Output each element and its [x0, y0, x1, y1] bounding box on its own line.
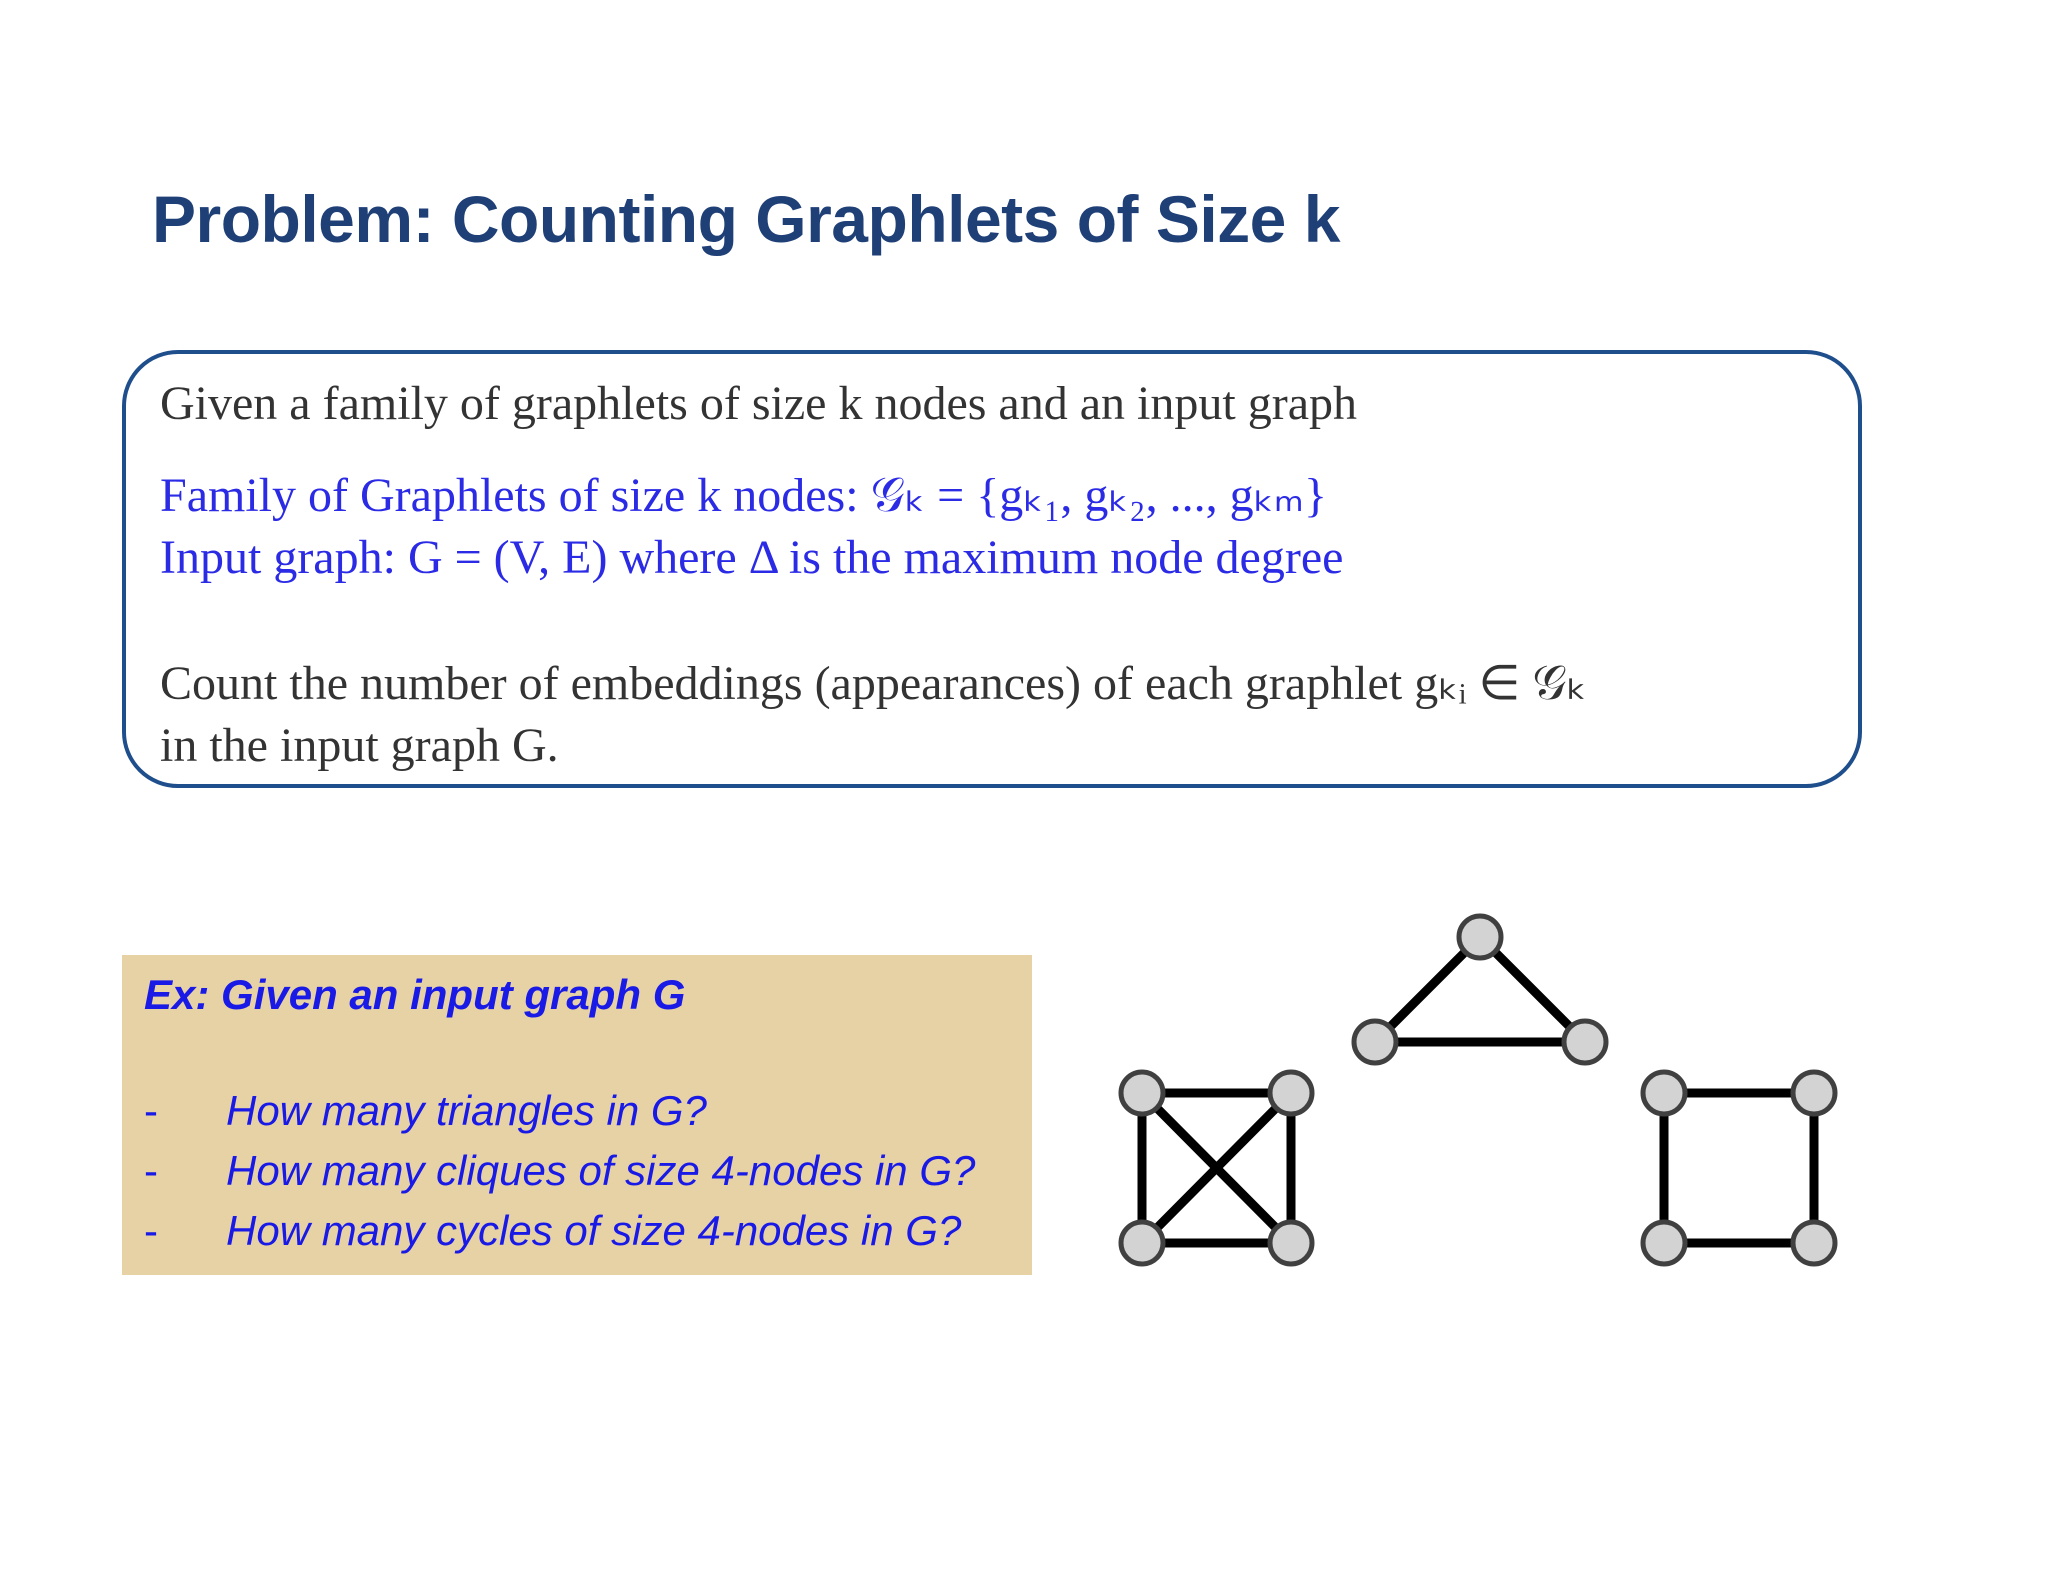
graph-node [1121, 1222, 1163, 1264]
graph-node [1270, 1072, 1312, 1114]
clique-4-graphlet [1142, 1093, 1291, 1243]
definition-intro: Given a family of graphlets of size k nodes and an input graph [160, 377, 1357, 430]
graph-node [1643, 1222, 1685, 1264]
graph-node [1564, 1021, 1606, 1063]
graph-node [1459, 916, 1501, 958]
example-heading: Ex: Given an input graph G [144, 971, 686, 1018]
graph-node [1643, 1072, 1685, 1114]
count-statement-line-1: Count the number of embeddings (appearances) of each graphlet gₖᵢ ∈ 𝒢ₖ [160, 657, 1587, 710]
bullet-dash: - [144, 1207, 158, 1254]
question-cycles: How many cycles of size 4-nodes in G? [226, 1207, 962, 1254]
graph-node [1793, 1222, 1835, 1264]
graph-node [1793, 1072, 1835, 1114]
slide-title: Problem: Counting Graphlets of Size k [152, 182, 1340, 256]
bullet-dash: - [144, 1147, 158, 1194]
question-cliques: How many cliques of size 4-nodes in G? [226, 1147, 976, 1194]
bullet-dash: - [144, 1087, 158, 1134]
graph-node [1270, 1222, 1312, 1264]
graph-node [1354, 1021, 1396, 1063]
cycle-4-graphlet [1664, 1093, 1814, 1243]
question-triangles: How many triangles in G? [226, 1087, 707, 1134]
count-statement-line-2: in the input graph G. [160, 719, 559, 772]
input-graph-line: Input graph: G = (V, E) where Δ is the maximum node degree [160, 531, 1344, 584]
graph-node [1121, 1072, 1163, 1114]
family-of-graphlets-line: Family of Graphlets of size k nodes: 𝒢ₖ = {gₖ₁, gₖ₂, ..., gₖₘ} [160, 469, 1327, 522]
